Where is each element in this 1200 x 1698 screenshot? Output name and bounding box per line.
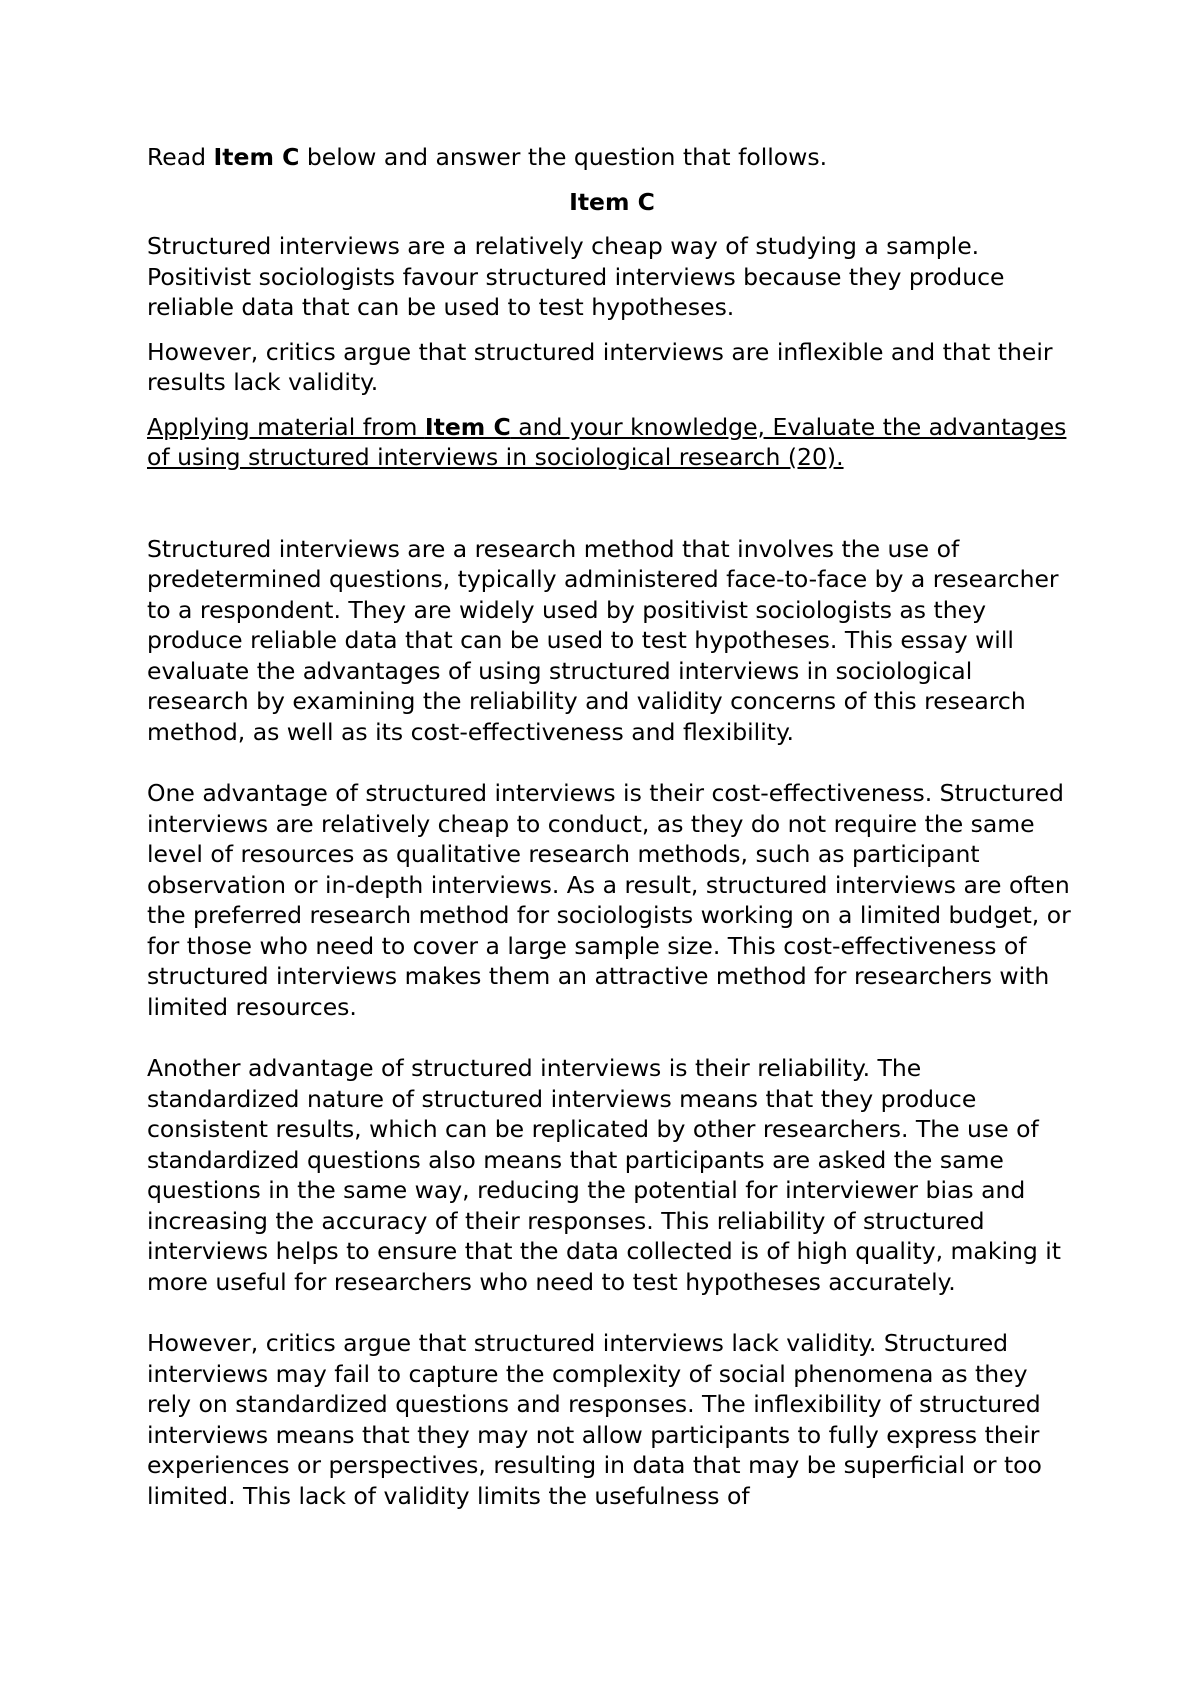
essay-paragraph: Structured interviews are a research method that involves the use of predetermined questions, typically administered face-to-face by a researcher to a respondent. They are widely used by positivist sociologists as they produce reliable data that can be used to test hypotheses. This essay will evaluate the advantages of using structured interviews in sociological research by examining the reliability and validity concerns of this research method, as well as its cost-effectiveness and flexibility. xyxy=(147,534,1059,746)
item-paragraph: Structured interviews are a relatively cheap way of studying a sample. Positivist sociologists favour structured interviews because they produce reliable data that can be used to test hypotheses. xyxy=(147,232,1005,321)
question-text-before: Applying material from xyxy=(147,412,425,441)
essay-question xyxy=(147,412,1077,473)
instruction-line xyxy=(147,142,1077,173)
question-item-ref: Item C xyxy=(424,412,511,441)
essay-paragraph: However, critics argue that structured interviews lack validity. Structured interviews may fail to capture the complexity of social phenomena as they rely on standardized questions and responses. The inflexibility of structured interviews means that they may not allow participants to fully express their experiences or perspectives, resulting in data that may be superficial or too limited. This lack of validity limits the usefulness of xyxy=(147,1329,1042,1510)
essay-paragraph: Another advantage of structured interviews is their reliability. The standardized nature of structured interviews means that they produce consistent results, which can be replicated by other researchers. The use of standardized questions also means that participants are asked the same questions in the same way, reducing the potential for interviewer bias and increasing the accuracy of their responses. This reliability of structured interviews helps to ensure that the data collected is of high quality, making it more useful for researchers who need to test hypotheses accurately. xyxy=(147,1054,1061,1296)
question-text-after: and your knowledge, Evaluate the advantages of using structured interviews in sociological research (20). xyxy=(147,412,1067,471)
instruction-item-ref: Item C xyxy=(213,143,300,171)
document-page xyxy=(147,142,1077,1542)
instruction-text-before: Read xyxy=(147,143,214,171)
instruction-text-after: below and answer the question that follows. xyxy=(299,143,828,171)
item-paragraph: However, critics argue that structured interviews are inflexible and that their results lack validity. xyxy=(147,337,1053,396)
essay-paragraph: One advantage of structured interviews is their cost-effectiveness. Structured interviews are relatively cheap to conduct, as they do not require the same level of resources as qualitative research methods, such as participant observation or in-depth interviews. As a result, structured interviews are often the preferred research method for sociologists working on a limited budget, or for those who need to cover a large sample size. This cost-effectiveness of structured interviews makes them an attractive method for researchers with limited resources. xyxy=(147,779,1071,1021)
item-title: Item C xyxy=(569,187,655,216)
